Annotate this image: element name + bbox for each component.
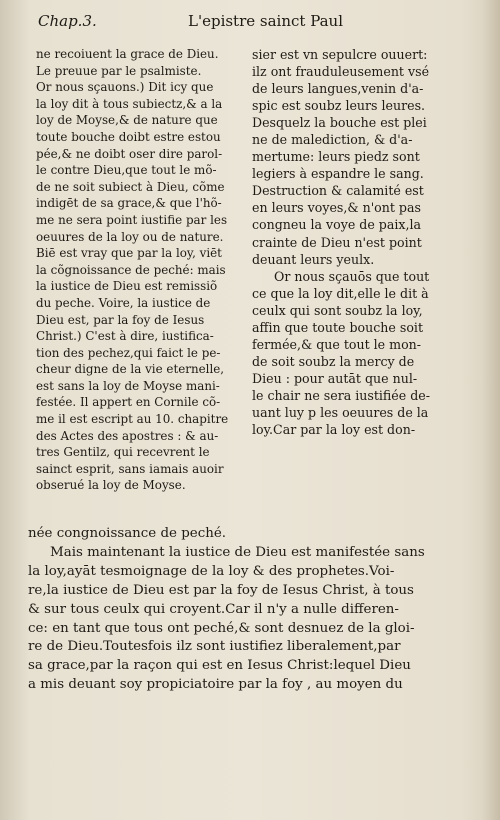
page-header — [38, 12, 472, 36]
text-line: de ne soit subiect à Dieu, cõme — [36, 179, 225, 194]
text-line: du peche. Voire, la iustice de — [36, 295, 211, 310]
text-line: sier est vn sepulcre ouuert: — [252, 47, 428, 62]
text-line: loy.Car par la loy est don- — [252, 422, 416, 438]
text-line: a mis deuant soy propiciatoire par la foy , au moyen du — [28, 677, 403, 693]
text-line: deuant leurs yeulx. — [252, 251, 375, 267]
text-line: ne de malediction, & d'a- — [252, 132, 413, 148]
text-line: Or nous sçauons.) Dit icy que — [36, 80, 214, 95]
text-line: cheur digne de la vie eternelle, — [36, 362, 225, 377]
text-line: crainte de Dieu n'est point — [252, 234, 422, 250]
text-line: la cõgnoissance de peché: mais — [36, 262, 226, 277]
text-line: Or nous sçauōs que tout — [274, 268, 430, 284]
text-line: Le preuue par le psalmiste. — [36, 63, 202, 78]
text-line: ilz ont frauduleusement vsé — [252, 64, 430, 80]
text-line: me ne sera point iustifie par les — [36, 212, 228, 227]
text-line: sa grace,par la raçon qui est en Iesus Christ:lequel Dieu — [28, 658, 411, 674]
text-line: ce que la loy dit,elle le dit à — [252, 285, 429, 301]
text-line: ceulx qui sont soubz la loy, — [252, 302, 423, 318]
text-line: re de Dieu.Toutesfois ilz sont iustifiez liberalement,par — [28, 639, 401, 655]
text-line: la loy,ayāt tesmoignage de la loy & des prophetes.Voi- — [28, 563, 395, 579]
text-line: fermée,& que tout le mon- — [252, 336, 422, 352]
text-line: Dieu : pour autāt que nul- — [252, 370, 418, 386]
text-line: de leurs langues,venin d'a- — [252, 81, 424, 97]
chapter-label: Chap.3. — [38, 12, 97, 30]
text-line: loy de Moyse,& de nature que — [36, 113, 218, 128]
text-line: congneu la voye de paix,la — [252, 217, 422, 233]
text-line: obserué la loy de Moyse. — [36, 478, 186, 493]
text-line: uant luy p les oeuures de la — [252, 404, 429, 420]
text-line: le chair ne sera iustifiée de- — [252, 387, 430, 403]
text-line: & sur tous ceulx qui croyent.Car il n'y a nulle differen- — [28, 601, 399, 617]
text-line: oeuures de la loy ou de nature. — [36, 229, 224, 244]
text-line: le contre Dieu,que tout le mõ- — [36, 163, 217, 178]
text-line: la loy dit à tous subiectz,& a la — [36, 96, 223, 111]
page-edge-shadow — [482, 0, 500, 820]
text-line: pée,& ne doibt oser dire parol- — [36, 146, 223, 161]
text-line: ce: en tant que tous ont peché,& sont desnuez de la gloi- — [28, 620, 415, 636]
text-line: en leurs voyes,& n'ont pas — [252, 200, 421, 216]
text-line: me il est escript au 10. chapitre — [36, 412, 229, 427]
text-line: re,la iustice de Dieu est par la foy de Iesus Christ, à tous — [28, 582, 414, 598]
scripture-column — [252, 46, 464, 438]
text-line: de soit soubz la mercy de — [252, 353, 415, 369]
commentary-column — [36, 46, 244, 494]
text-line: affin que toute bouche soit — [252, 319, 424, 335]
text-line: indigēt de sa grace,& que l'hõ- — [36, 196, 222, 211]
text-line: Desquelz la bouche est plei — [252, 115, 427, 131]
text-line: née congnoissance de peché. — [28, 526, 227, 541]
text-line: mertume: leurs piedz sont — [252, 149, 420, 165]
text-line: Biē est vray que par la loy, viēt — [36, 246, 222, 261]
running-title: L'epistre sainct Paul — [188, 12, 344, 30]
full-width-text — [28, 525, 470, 695]
text-line: sainct esprit, sans iamais auoir — [36, 461, 224, 476]
text-line: toute bouche doibt estre estou — [36, 129, 221, 144]
text-line: festée. Il appert en Cornile cõ- — [36, 395, 221, 410]
text-line: ne recoiuent la grace de Dieu. — [36, 47, 219, 61]
text-line: spic est soubz leurs leures. — [252, 98, 426, 114]
text-line: tion des pechez,qui faict le pe- — [36, 345, 221, 360]
text-line: est sans la loy de Moyse mani- — [36, 378, 220, 393]
text-line: la iustice de Dieu est remissiõ — [36, 279, 218, 294]
text-line: tres Gentilz, qui recevrent le — [36, 445, 210, 460]
text-line: des Actes des apostres : & au- — [36, 428, 219, 443]
text-line: Destruction & calamité est — [252, 183, 424, 199]
text-line: legiers à espandre le sang. — [252, 166, 424, 182]
text-line: Mais maintenant la iustice de Dieu est manifestée sans — [50, 544, 425, 560]
text-line: Dieu est, par la foy de Iesus — [36, 312, 205, 327]
text-line: Christ.) C'est à dire, iustifica- — [36, 329, 214, 344]
